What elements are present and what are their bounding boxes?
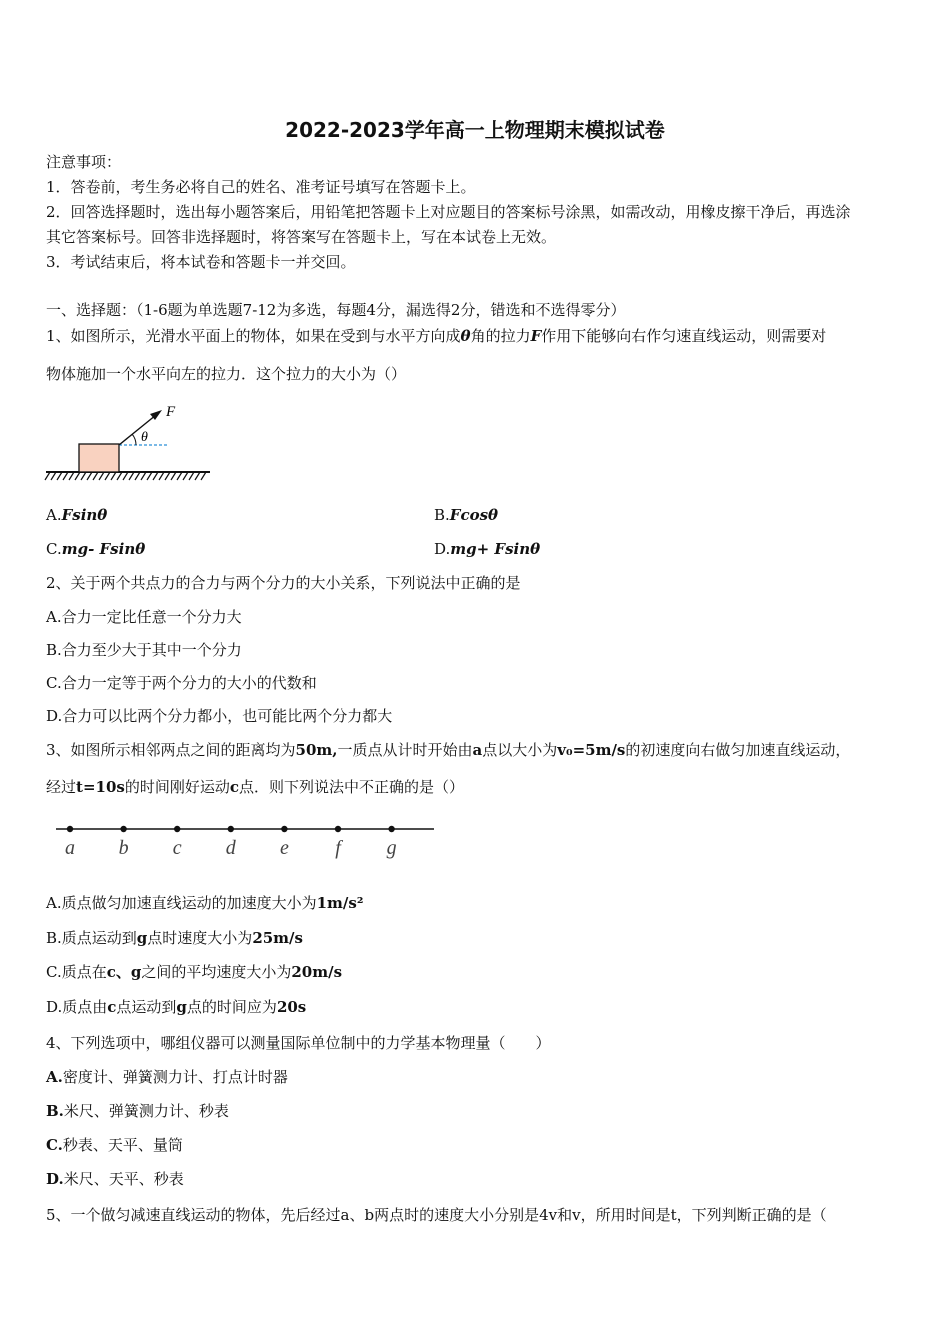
q3-point-label-c: c	[172, 837, 182, 859]
q3-c1: C.质点在	[46, 963, 107, 981]
q3-a2: 1m/s²	[316, 894, 364, 912]
q3-point-label-d: d	[225, 837, 236, 859]
q3-figure	[56, 818, 436, 862]
q5-stem: 5、一个做匀减速直线运动的物体，先后经过a、b两点时的速度大小分别是4v和v，所用时间是t，下列判断正确的是（	[46, 1206, 827, 1224]
q2-option-d[interactable]: D.合力可以比两个分力都小，也可能比两个分力都大	[46, 707, 393, 725]
q3-point-f	[335, 826, 341, 832]
q1-text-b: 角的拉力	[470, 327, 531, 345]
q1-stem-line2: 物体施加一个水平向左的拉力．这个拉力的大小为（）	[46, 365, 407, 383]
q3-d6: 20s	[276, 998, 307, 1016]
q1-text-a: 1、如图所示，光滑水平面上的物体，如果在受到与水平方向成	[46, 327, 461, 345]
q3-t2: 50m,	[295, 741, 338, 759]
q4-option-a[interactable]	[46, 1067, 288, 1087]
notice-heading: 注意事项：	[46, 153, 122, 171]
q3-b3: 点时速度大小为	[147, 929, 253, 947]
q3-point-label-f: f	[335, 837, 341, 859]
q2-option-a[interactable]: A.合力一定比任意一个分力大	[46, 608, 242, 626]
q3-t3: 一质点从计时开始由	[337, 741, 473, 759]
q3-b2: g	[136, 929, 148, 947]
q4-c-label: C.	[46, 1136, 63, 1154]
section-heading: 一、选择题：（1-6题为单选题7-12为多选，每题4分，漏选得2分，错选和不选得零分）	[46, 301, 626, 319]
q3-stem-line1	[46, 740, 850, 760]
q3-t5: 点以大小为	[482, 741, 558, 759]
q1-figure	[44, 398, 224, 486]
q1-stem-line1	[46, 326, 826, 346]
q1-theta: θ	[460, 327, 471, 345]
q4-option-b[interactable]	[46, 1101, 229, 1121]
q3-option-a[interactable]	[46, 893, 363, 913]
q1-option-a-value: Fsinθ	[61, 506, 108, 524]
q1-option-d-label: D.	[434, 540, 451, 558]
q3-u2: t=10s	[76, 778, 125, 796]
q3-point-label-g: g	[386, 837, 397, 859]
fig-theta-label: θ	[141, 430, 148, 445]
q3-t1: 3、如图所示相邻两点之间的距离均为	[46, 741, 296, 759]
q4-d-text: 米尺、天平、秒表	[63, 1170, 184, 1188]
q1-option-d[interactable]	[434, 539, 540, 559]
q1-option-c-label: C.	[46, 540, 62, 558]
q3-u1: 经过	[46, 778, 77, 796]
q4-stem: 4、下列选项中，哪组仪器可以测量国际单位制中的力学基本物理量（ ）	[46, 1034, 551, 1052]
q3-b4: 25m/s	[252, 929, 303, 947]
angle-arc	[132, 434, 136, 445]
q3-t7: 的初速度向右做匀加速直线运动，	[625, 741, 851, 759]
q4-d-label: D.	[46, 1170, 64, 1188]
q3-c3: 之间的平均速度大小为	[141, 963, 292, 981]
q3-point-c	[174, 826, 180, 832]
q4-option-c[interactable]	[46, 1135, 183, 1155]
q4-b-text: 米尺、弹簧测力计、秒表	[63, 1102, 229, 1120]
q4-a-label: A.	[46, 1068, 63, 1086]
q3-d4: g	[176, 998, 187, 1016]
fig-F-label: F	[166, 404, 176, 420]
q3-c2: c、g	[106, 963, 142, 981]
q3-d2: c	[107, 998, 117, 1016]
q4-option-d[interactable]	[46, 1169, 184, 1189]
q3-t4: a	[472, 741, 483, 759]
q3-point-label-e: e	[279, 837, 289, 859]
q3-point-label-a: a	[65, 837, 75, 859]
q1-option-c[interactable]	[46, 539, 145, 559]
q3-point-e	[281, 826, 287, 832]
q3-a1: A.质点做匀加速直线运动的加速度大小为	[46, 894, 317, 912]
q3-point-a	[67, 826, 73, 832]
q3-u4: c	[229, 778, 239, 796]
force-arrow	[119, 415, 156, 445]
q1-option-a-label: A.	[46, 506, 62, 524]
q1-option-b[interactable]	[434, 505, 498, 525]
q2-stem: 2、关于两个共点力的合力与两个分力的大小关系，下列说法中正确的是	[46, 574, 521, 592]
ground-hatch	[45, 472, 210, 480]
q3-point-d	[228, 826, 234, 832]
q4-c-text: 秒表、天平、量筒	[62, 1136, 183, 1154]
q4-a-text: 密度计、弹簧测力计、打点计时器	[62, 1068, 288, 1086]
q3-option-d[interactable]	[46, 997, 306, 1017]
q2-option-c[interactable]: C.合力一定等于两个分力的大小的代数和	[46, 674, 317, 692]
q3-point-g	[388, 826, 394, 832]
q3-stem-line2	[46, 777, 464, 797]
block	[79, 444, 119, 472]
q1-F: F	[530, 327, 542, 345]
notice-item-2: 2．回答选择题时，选出每小题答案后，用铅笔把答题卡上对应题目的答案标号涂黑，如需改动，用橡皮擦干净后，再选涂	[46, 203, 851, 221]
q1-option-d-value: mg+ Fsinθ	[450, 540, 541, 558]
q3-point-label-b: b	[118, 837, 129, 859]
q1-text-c: 作用下能够向右作匀速直线运动，则需要对	[541, 327, 827, 345]
q3-t6: v₀=5m/s	[557, 741, 626, 759]
q2-option-b[interactable]: B.合力至少大于其中一个分力	[46, 641, 242, 659]
q3-b1: B.质点运动到	[46, 929, 137, 947]
q1-option-b-label: B.	[434, 506, 450, 524]
q1-option-b-value: Fcosθ	[449, 506, 499, 524]
q3-option-c[interactable]	[46, 962, 342, 982]
notice-item-1: 1．答卷前，考生务必将自己的姓名、准考证号填写在答题卡上。	[46, 178, 476, 196]
q1-option-c-value: mg- Fsinθ	[61, 540, 146, 558]
notice-item-3: 3．考试结束后，将本试卷和答题卡一并交回。	[46, 253, 356, 271]
q3-d5: 点的时间应为	[186, 998, 277, 1016]
q3-d3: 点运动到	[116, 998, 177, 1016]
page-title: 2022-2023学年高一上物理期末模拟试卷	[285, 118, 665, 142]
q3-option-b[interactable]	[46, 928, 303, 948]
q3-c4: 20m/s	[291, 963, 343, 981]
q3-d1: D.质点由	[46, 998, 108, 1016]
notice-item-2-cont: 其它答案标号。回答非选择题时，将答案写在答题卡上，写在本试卷上无效。	[46, 228, 557, 246]
q3-u3: 的时间刚好运动	[124, 778, 230, 796]
q1-option-a[interactable]	[46, 505, 107, 525]
q4-b-label: B.	[46, 1102, 64, 1120]
q3-point-b	[120, 826, 126, 832]
q3-u5: 点．则下列说法中不正确的是（）	[239, 778, 465, 796]
